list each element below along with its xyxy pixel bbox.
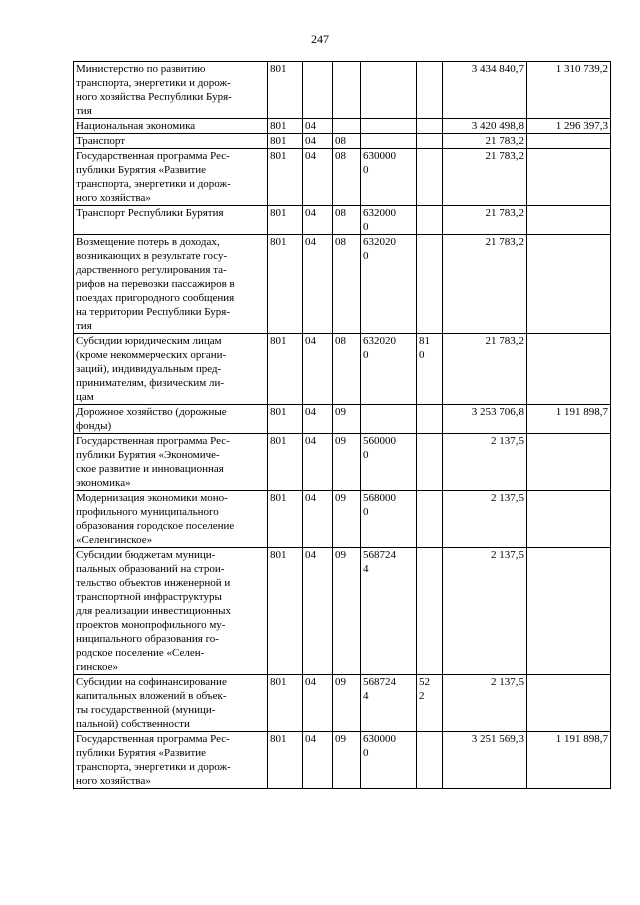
expense-type-code-cell bbox=[417, 732, 443, 789]
table-row bbox=[74, 732, 611, 789]
ministry-code-cell: 801 bbox=[268, 434, 303, 491]
section-code-cell: 04 bbox=[303, 491, 333, 548]
row-name-cell: Возмещение потерь в доходах, возникающих в результате госу- дарственного регулирования та- рифов на перевозки пассажиров в поездах пригородного сообщения на территории Республики Буря- тия bbox=[74, 235, 268, 334]
subsection-code-cell: 09 bbox=[333, 491, 361, 548]
subsection-code-cell: 08 bbox=[333, 149, 361, 206]
section-code-cell: 04 bbox=[303, 405, 333, 434]
target-item-code-cell bbox=[361, 62, 417, 119]
page-number: 247 bbox=[311, 32, 329, 46]
section-code-cell: 04 bbox=[303, 548, 333, 675]
section-code-cell: 04 bbox=[303, 675, 333, 732]
amount-1-cell: 3 251 569,3 bbox=[443, 732, 527, 789]
row-name-cell: Государственная программа Рес- публики Бурятия «Развитие транспорта, энергетики и дорож- ного хозяйства» bbox=[74, 149, 268, 206]
section-code-cell: 04 bbox=[303, 149, 333, 206]
amount-2-cell: 1 296 397,3 bbox=[527, 119, 611, 134]
ministry-code-cell: 801 bbox=[268, 206, 303, 235]
section-code-cell: 04 bbox=[303, 134, 333, 149]
subsection-code-cell bbox=[333, 119, 361, 134]
amount-2-cell bbox=[527, 434, 611, 491]
expense-type-code-cell bbox=[417, 491, 443, 548]
target-item-code-cell: 568724 4 bbox=[361, 548, 417, 675]
ministry-code-cell: 801 bbox=[268, 405, 303, 434]
table-row bbox=[74, 334, 611, 405]
subsection-code-cell bbox=[333, 62, 361, 119]
subsection-code-cell: 08 bbox=[333, 206, 361, 235]
expense-type-code-cell bbox=[417, 548, 443, 675]
ministry-code-cell: 801 bbox=[268, 548, 303, 675]
section-code-cell: 04 bbox=[303, 434, 333, 491]
section-code-cell: 04 bbox=[303, 334, 333, 405]
table-row bbox=[74, 62, 611, 119]
subsection-code-cell: 08 bbox=[333, 134, 361, 149]
target-item-code-cell: 632020 0 bbox=[361, 235, 417, 334]
ministry-code-cell: 801 bbox=[268, 235, 303, 334]
amount-1-cell: 21 783,2 bbox=[443, 149, 527, 206]
target-item-code-cell: 630000 0 bbox=[361, 149, 417, 206]
amount-2-cell bbox=[527, 675, 611, 732]
expense-type-code-cell bbox=[417, 134, 443, 149]
table-row bbox=[74, 491, 611, 548]
ministry-code-cell: 801 bbox=[268, 334, 303, 405]
amount-1-cell: 2 137,5 bbox=[443, 434, 527, 491]
ministry-code-cell: 801 bbox=[268, 62, 303, 119]
expense-type-code-cell: 81 0 bbox=[417, 334, 443, 405]
expense-type-code-cell bbox=[417, 206, 443, 235]
row-name-cell: Субсидии бюджетам муници- пальных образований на строи- тельство объектов инженерной и транспортной инфраструктуры для реализации инвестиционных проектов монопрофильного му- ниципального образования го- родское поселение «Селен- гинское» bbox=[74, 548, 268, 675]
subsection-code-cell: 09 bbox=[333, 732, 361, 789]
expense-type-code-cell bbox=[417, 149, 443, 206]
expense-type-code-cell: 52 2 bbox=[417, 675, 443, 732]
target-item-code-cell: 560000 0 bbox=[361, 434, 417, 491]
ministry-code-cell: 801 bbox=[268, 119, 303, 134]
row-name-cell: Национальная экономика bbox=[74, 119, 268, 134]
amount-1-cell: 21 783,2 bbox=[443, 334, 527, 405]
row-name-cell: Дорожное хозяйство (дорожные фонды) bbox=[74, 405, 268, 434]
amount-1-cell: 3 434 840,7 bbox=[443, 62, 527, 119]
ministry-code-cell: 801 bbox=[268, 134, 303, 149]
amount-2-cell bbox=[527, 235, 611, 334]
amount-2-cell bbox=[527, 334, 611, 405]
amount-1-cell: 21 783,2 bbox=[443, 206, 527, 235]
row-name-cell: Государственная программа Рес- публики Бурятия «Экономиче- ское развитие и инновационная экономика» bbox=[74, 434, 268, 491]
expense-type-code-cell bbox=[417, 434, 443, 491]
target-item-code-cell: 632020 0 bbox=[361, 334, 417, 405]
section-code-cell: 04 bbox=[303, 732, 333, 789]
amount-2-cell bbox=[527, 491, 611, 548]
amount-1-cell: 3 420 498,8 bbox=[443, 119, 527, 134]
amount-2-cell bbox=[527, 206, 611, 235]
section-code-cell: 04 bbox=[303, 119, 333, 134]
ministry-code-cell: 801 bbox=[268, 491, 303, 548]
amount-1-cell: 21 783,2 bbox=[443, 235, 527, 334]
subsection-code-cell: 08 bbox=[333, 334, 361, 405]
row-name-cell: Субсидии юридическим лицам (кроме некоммерческих органи- заций), индивидуальным пред- принимателям, физическим ли- цам bbox=[74, 334, 268, 405]
target-item-code-cell: 568724 4 bbox=[361, 675, 417, 732]
row-name-cell: Министерство по развитию транспорта, энергетики и дорож- ного хозяйства Республики Буря- тия bbox=[74, 62, 268, 119]
expense-type-code-cell bbox=[417, 235, 443, 334]
table-row bbox=[74, 119, 611, 134]
amount-2-cell: 1 310 739,2 bbox=[527, 62, 611, 119]
section-code-cell: 04 bbox=[303, 206, 333, 235]
amount-2-cell bbox=[527, 548, 611, 675]
row-name-cell: Транспорт Республики Бурятия bbox=[74, 206, 268, 235]
target-item-code-cell bbox=[361, 134, 417, 149]
row-name-cell: Модернизация экономики моно- профильного муниципального образования городское поселение «Селенгинское» bbox=[74, 491, 268, 548]
row-name-cell: Государственная программа Рес- публики Бурятия «Развитие транспорта, энергетики и дорож- ного хозяйства» bbox=[74, 732, 268, 789]
target-item-code-cell: 630000 0 bbox=[361, 732, 417, 789]
section-code-cell: 04 bbox=[303, 235, 333, 334]
table-row bbox=[74, 149, 611, 206]
expense-type-code-cell bbox=[417, 62, 443, 119]
table-row bbox=[74, 134, 611, 149]
amount-2-cell: 1 191 898,7 bbox=[527, 732, 611, 789]
budget-table bbox=[73, 61, 611, 789]
amount-2-cell: 1 191 898,7 bbox=[527, 405, 611, 434]
subsection-code-cell: 09 bbox=[333, 675, 361, 732]
amount-1-cell: 2 137,5 bbox=[443, 675, 527, 732]
table-row bbox=[74, 235, 611, 334]
table-row bbox=[74, 675, 611, 732]
expense-type-code-cell bbox=[417, 119, 443, 134]
table-row bbox=[74, 548, 611, 675]
table-row bbox=[74, 405, 611, 434]
target-item-code-cell bbox=[361, 119, 417, 134]
amount-1-cell: 3 253 706,8 bbox=[443, 405, 527, 434]
amount-2-cell bbox=[527, 149, 611, 206]
amount-2-cell bbox=[527, 134, 611, 149]
subsection-code-cell: 09 bbox=[333, 405, 361, 434]
amount-1-cell: 2 137,5 bbox=[443, 548, 527, 675]
row-name-cell: Субсидии на софинансирование капитальных вложений в объек- ты государственной (муници- пальной) собственности bbox=[74, 675, 268, 732]
subsection-code-cell: 08 bbox=[333, 235, 361, 334]
amount-1-cell: 2 137,5 bbox=[443, 491, 527, 548]
row-name-cell: Транспорт bbox=[74, 134, 268, 149]
section-code-cell bbox=[303, 62, 333, 119]
table-row bbox=[74, 434, 611, 491]
ministry-code-cell: 801 bbox=[268, 149, 303, 206]
target-item-code-cell: 568000 0 bbox=[361, 491, 417, 548]
ministry-code-cell: 801 bbox=[268, 732, 303, 789]
target-item-code-cell: 632000 0 bbox=[361, 206, 417, 235]
subsection-code-cell: 09 bbox=[333, 434, 361, 491]
amount-1-cell: 21 783,2 bbox=[443, 134, 527, 149]
ministry-code-cell: 801 bbox=[268, 675, 303, 732]
table-row bbox=[74, 206, 611, 235]
expense-type-code-cell bbox=[417, 405, 443, 434]
target-item-code-cell bbox=[361, 405, 417, 434]
subsection-code-cell: 09 bbox=[333, 548, 361, 675]
